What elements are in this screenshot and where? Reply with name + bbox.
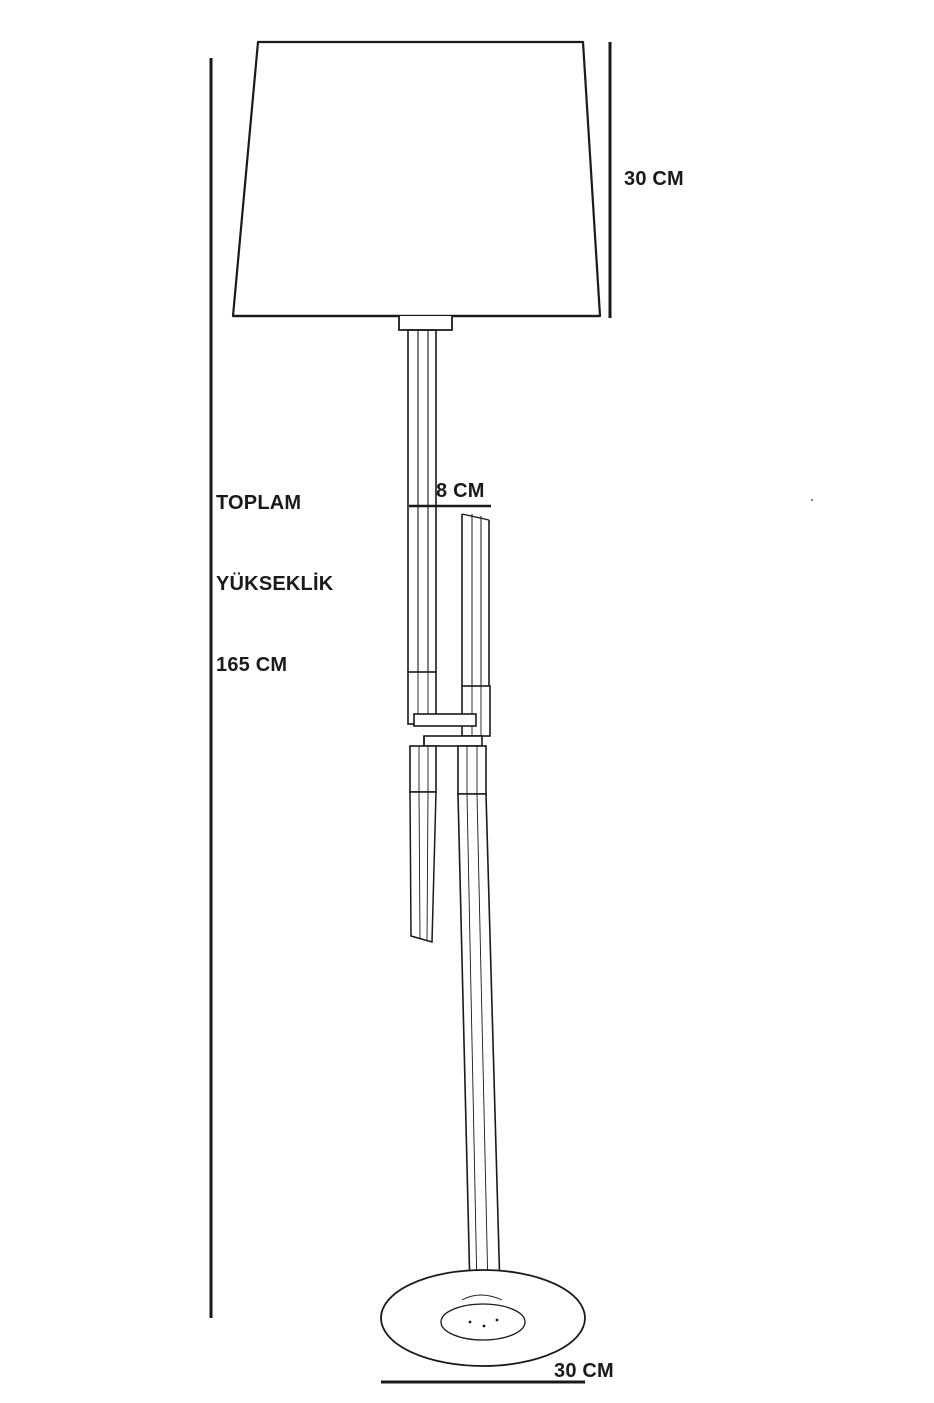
total-height-label-group: [216, 436, 333, 733]
shade-fitting: [399, 316, 452, 330]
cross-bar-upper: [414, 714, 476, 726]
lamp-shade: [233, 42, 600, 316]
lower-left-rod: [410, 746, 436, 942]
total-height-label-line3: 165 CM: [216, 654, 288, 676]
main-stem: [458, 746, 500, 1290]
stray-mark: [811, 499, 813, 501]
total-height-label-line2: YÜKSEKLİK: [216, 573, 334, 595]
arm-width-label: 8 CM: [436, 480, 485, 502]
shade-height-label: 30 CM: [624, 168, 684, 190]
lamp-base: [381, 1270, 585, 1366]
base-width-label: 30 CM: [554, 1360, 614, 1382]
secondary-rod-sleeve: [462, 686, 490, 736]
upper-rod: [408, 330, 436, 672]
secondary-rod-upper: [462, 514, 489, 686]
total-height-label-line1: TOPLAM: [216, 492, 302, 514]
